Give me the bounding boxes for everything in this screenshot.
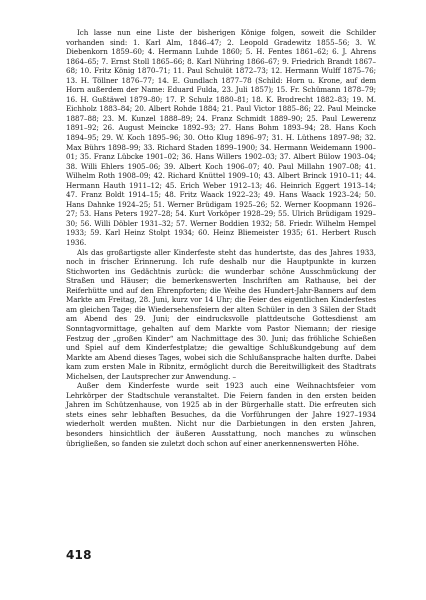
paragraph-hundredth-festival: Als das großartigste aller Kinderfeste steht das hundertste, das des Jahres 1933, noch in frischer Erinnerung. Ich rufe deshalb nur die Hauptpunkte in kurzen Stichworten ins Gedächtnis zurück: die wunderbar schöne Ausschmückung der Straßen und Häuser; die bemerkenswerten Inschriften am Rathause, bei der Reiferhütte und auf den Ehrenpforten; die Weihe des Hundert-Jahr-Banners auf dem Markte am Freitag, 28. Juni, kurz vor 14 Uhr; die Feier des eigentlichen Kinderfestes am gleichen Tage; die Wiedersehensfeiern der alten Schüler in den 3 Sälen der Stadt am Abend des 29. Juni; der eindrucksvolle plattdeutsche Gottesdienst am Sonntagvormittage, gehalten auf dem Markte vom Pastor Niemann; der riesige Festzug der „großen Kinder“ am Nachmittage des 30. Juni; das fröhliche Schießen und Spiel auf dem Kinderfestplatze; die gewaltige Schlußkundgebung auf dem Markte am Abend dieses Tages, wobei sich die Schlußansprache halten durfte. Dabei kam zum ersten Male in Ribnitz, ermöglicht durch die Bereitwilligkeit des Stadtrats Michelsen, der Lautsprecher zur Anwendung. – [66,247,376,381]
page-number: 418 [66,548,92,562]
paragraph-christmas-celebration: Außer dem Kinderfeste wurde seit 1923 auch eine Weihnachtsfeier vom Lehrkörper der Stadtschule veranstaltet. Die Feiern fanden in den ersten beiden Jahren im Schützenhause, von 1925 ab in der Bürgerhalle statt. Die erfreuten sich stets eines sehr lebhaften Besuches, da die Vorführungen der Jahre 1927–1934 wiederholt werden mußten. Nicht nur die Darbietungen in den ersten Jahren, besonders hinsichtlich der äußeren Ausstattung, noch manches zu wünschen übrigließen, so fanden sie zuletzt doch schon auf einer anerkennenswerten Höhe. [66,381,376,448]
body-text [66,28,376,448]
paragraph-kings-list: Ich lasse nun eine Liste der bisherigen Könige folgen, soweit die Schilder vorhanden sind: 1. Karl Alm, 1846–47; 2. Leopold Gradewitz 1855–56; 3. W. Diebenkorn 1859–60; 4. Hermann Luhde 1860; 5. H. Fentes 1861–62; 6. J. Ahrens 1864–65; 7. Ernst Stoll 1865–66; 8. Karl Nühring 1866–67; 9. Friedrich Brandt 1867–68; 10. Fritz König 1870–71; 11. Paul Schulöt 1872–73; 12. Hermann Wulff 1875–76; 13. H. Töllner 1876–77; 14. E. Gundlach 1877–78 (Schild: Horn u. Krone, auf dem Horn außerdem der Name: Eduard Fulda, 23. Juli 1857); 15. Fr. Schümann 1878–79; 16. H. Gußtäwel 1879–80; 17. P. Schulz 1880–81; 18. K. Brodrecht 1882–83; 19. M. Eichholz 1883–84; 20. Albert Rohde 1884; 21. Paul Victor 1885–86; 22. Paul Meincke 1887–88; 23. M. Kunzel 1888–89; 24. Franz Schmidt 1889–90; 25. Paul Lewerenz 1891–92; 26. August Meincke 1892–93; 27. Hans Bohm 1893–94; 28. Hans Koch 1894–95; 29. W. Koch 1895–96; 30. Otto Klug 1896–97; 31. H. Lüthens 1897–98; 32. Max Bührs 1898–99; 33. Richard Staden 1899–1900; 34. Hermann Weidemann 1900–01; 35. Franz Lübcke 1901–02; 36. Hans Willers 1902–03; 37. Albert Bülow 1903–04; 38. Willi Ehlers 1905–06; 39. Albert Koch 1906–07; 40. Paul Millahn 1907–08; 41. Wilhelm Roth 1908–09; 42. Richard Knüttel 1909–10; 43. Albert Brinck 1910–11; 44. Hermann Hauth 1911–12; 45. Erich Weber 1912–13; 46. Heinrich Eggert 1913–14; 47. Franz Boldt 1914–15; 48. Fritz Waack 1922–23; 49. Hans Waack 1923–24; 50. Hans Dahnke 1924–25; 51. Werner Brüdigam 1925–26; 52. Werner Koopmann 1926–27; 53. Hans Peters 1927–28; 54. Kurt Vorköper 1928–29; 55. Ulrich Brüdigam 1929–30; 56. Willi Döbler 1931–32; 57. Werner Boddien 1932; 58. Friedr. Wilhelm Hempel 1933; 59. Karl Heinz Stolpt 1934; 60. Heinz Bliemeister 1935; 61. Herbert Rusch 1936. [66,28,376,248]
